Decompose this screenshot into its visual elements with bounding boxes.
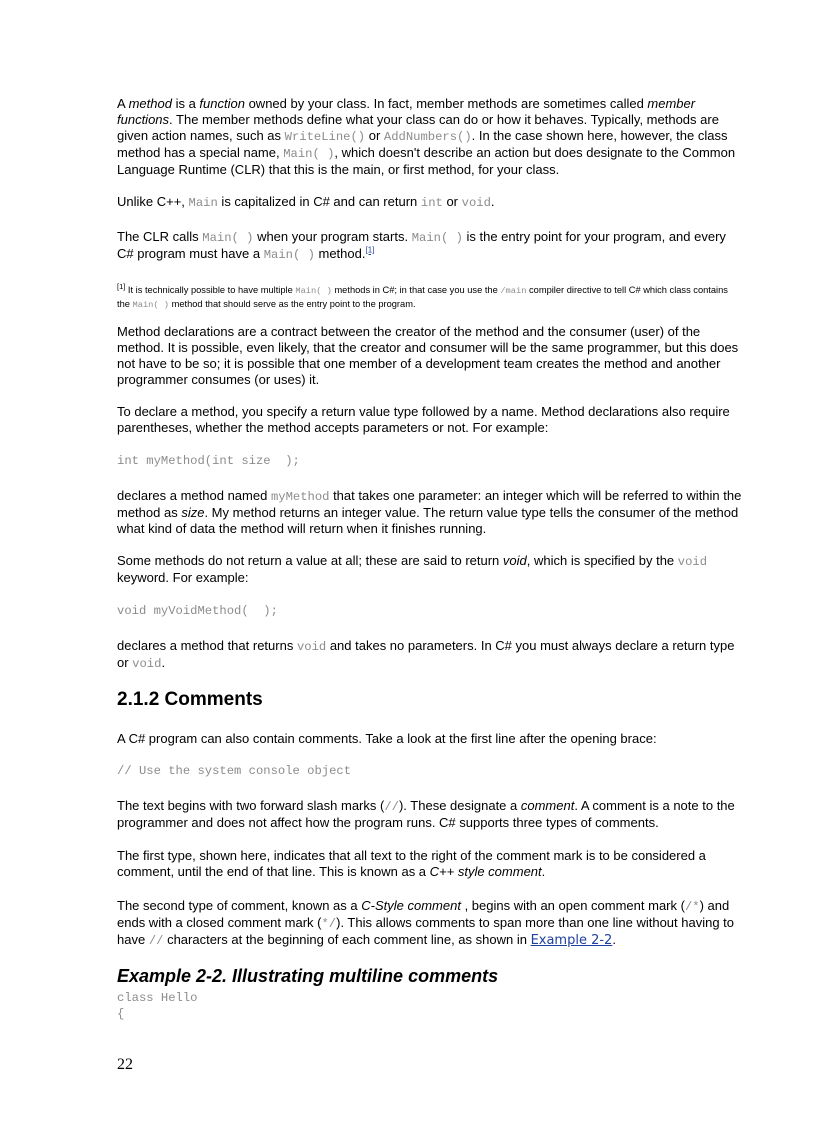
emphasis: member functions <box>117 96 696 127</box>
text: . <box>490 194 495 209</box>
code-sample-myvoidmethod: void myVoidMethod( ); <box>117 604 278 618</box>
code-sample-comment: // Use the system console object <box>117 764 352 778</box>
inline-code: void <box>296 640 327 654</box>
text: that takes one parameter: an integer which will be referred to within the method as <box>117 488 742 520</box>
text: method that should serve as the entry point to the program. <box>169 299 416 310</box>
text: , which is specified by the <box>526 553 678 568</box>
code-line: { <box>117 1007 125 1021</box>
text: compiler directive to tell C# which class contains the <box>117 285 728 310</box>
text: It is technically possible to have multiple <box>125 285 296 296</box>
footnote <box>117 280 743 312</box>
text: ). These designate a <box>398 798 521 813</box>
paragraph-main-capitalized <box>117 194 743 211</box>
inline-code: Main( ) <box>263 248 315 262</box>
inline-code: void <box>677 555 708 569</box>
paragraph-method-definition <box>117 96 743 178</box>
inline-code: Main( ) <box>295 286 332 297</box>
inline-code: */ <box>321 917 337 931</box>
inline-code: void <box>461 196 491 210</box>
text: or <box>365 128 384 143</box>
text: . The member methods define what your class can do or how it behaves. Typically, methods are given action names, such as <box>117 112 719 143</box>
text: owned by your class. In fact, member methods are sometimes called <box>244 96 648 111</box>
text: is capitalized in C# and can return <box>217 194 421 209</box>
text: ) and ends with a closed comment mark ( <box>117 898 730 930</box>
emphasis: method <box>128 96 172 111</box>
code-sample-mymethod: int myMethod(int size ); <box>117 454 300 468</box>
text: . My method returns an integer value. The return value type tells the consumer of the method what kind of data the method will return when it finishes running. <box>117 505 739 536</box>
inline-code: Main( ) <box>202 231 254 245</box>
emphasis: function <box>199 96 245 111</box>
text: is a <box>171 96 200 111</box>
code-line: class Hello <box>117 991 198 1005</box>
text: The text begins with two forward slash marks ( <box>117 798 385 813</box>
text: ). This allows comments to span more than one line without having to have <box>117 915 735 947</box>
text: declares a method named <box>117 488 271 503</box>
paragraph-cpp-style <box>117 848 743 880</box>
text: keyword. For example: <box>117 570 249 585</box>
text: Some methods do not return a value at all; these are said to return <box>117 553 503 568</box>
text: Unlike C++, <box>117 194 189 209</box>
text: The CLR calls <box>117 229 203 244</box>
text: is the entry point for your program, and every C# program must have a <box>117 229 726 261</box>
text: and takes no parameters. In C# you must always declare a return type or <box>117 638 735 670</box>
emphasis: void <box>502 553 527 568</box>
inline-code: WriteLine() <box>284 130 366 144</box>
emphasis: C-Style comment <box>361 898 461 913</box>
paragraph-c-style <box>117 898 743 949</box>
paragraph-comments-intro: A C# program can also contain comments. Take a look at the first line after the opening brace: <box>117 731 657 746</box>
inline-code: void <box>132 657 162 671</box>
paragraph-slash-marks <box>117 798 743 831</box>
text: . <box>161 655 166 670</box>
text: when your program starts. <box>253 229 412 244</box>
text: , which doesn't describe an action but does designate to the Common Language Runtime (CLR) that this is the main, or first method, for your class. <box>117 145 736 177</box>
footnote-reference-link[interactable]: [1] <box>365 245 375 255</box>
inline-code: Main( ) <box>411 231 463 245</box>
example-title: Example 2-2. Illustrating multiline comments <box>117 966 499 986</box>
inline-code: // <box>384 800 399 814</box>
emphasis: comment <box>520 798 575 813</box>
text: declares a method that returns <box>117 638 297 653</box>
inline-code: Main <box>188 196 218 210</box>
section-heading-comments: 2.1.2 Comments <box>117 689 263 710</box>
text: method. <box>314 246 366 261</box>
paragraph-void-methods <box>117 553 743 586</box>
text: . A comment is a note to the programmer and does not affect how the program runs. C# supports three types of comments. <box>117 798 735 830</box>
text: . <box>541 864 546 879</box>
inline-code: /* <box>684 900 700 914</box>
text: or <box>442 194 462 209</box>
inline-code: Main( ) <box>283 147 335 161</box>
page-number: 22 <box>117 1056 133 1073</box>
inline-code: myMethod <box>270 490 330 504</box>
paragraph-mymethod-explained <box>117 488 743 537</box>
inline-code: /main <box>500 286 527 297</box>
inline-code: AddNumbers() <box>383 130 472 144</box>
text: . <box>612 932 616 947</box>
footnote-mark: [1] <box>117 282 126 291</box>
text: methods in C#; in that case you use the <box>331 285 501 296</box>
paragraph-void-explained <box>117 638 743 672</box>
inline-code: int <box>420 196 443 210</box>
text: , begins with an open comment mark ( <box>460 898 685 913</box>
code-sample-class-hello <box>117 990 197 1022</box>
emphasis: size <box>181 505 205 520</box>
inline-code: Main( ) <box>132 300 170 311</box>
text: A <box>117 96 129 111</box>
inline-code: // <box>148 934 164 948</box>
paragraph-method-contract: Method declarations are a contract between the creator of the method and the consumer (user) of the method. It is possible, even likely, that the creator and consumer will be the same programmer, but this does not have to be so; it is possible that one member of a development team creates the method and another programmer consumes (or uses) it. <box>117 324 739 387</box>
text: characters at the beginning of each comment line, as shown in <box>163 932 531 947</box>
paragraph-clr-calls-main <box>117 229 743 263</box>
text: The first type, shown here, indicates that all text to the right of the comment mark is to be considered a comment, until the end of that line. This is known as a <box>117 848 706 879</box>
emphasis: C++ style comment <box>429 864 542 879</box>
paragraph-declare-method: To declare a method, you specify a return value type followed by a name. Method declarations also require parentheses, whether the method accepts parameters or not. For example: <box>117 404 730 435</box>
text: . In the case shown here, however, the class method has a special name, <box>117 128 728 160</box>
text: The second type of comment, known as a <box>117 898 362 913</box>
example-2-2-link[interactable]: Example 2-2 <box>530 933 613 948</box>
